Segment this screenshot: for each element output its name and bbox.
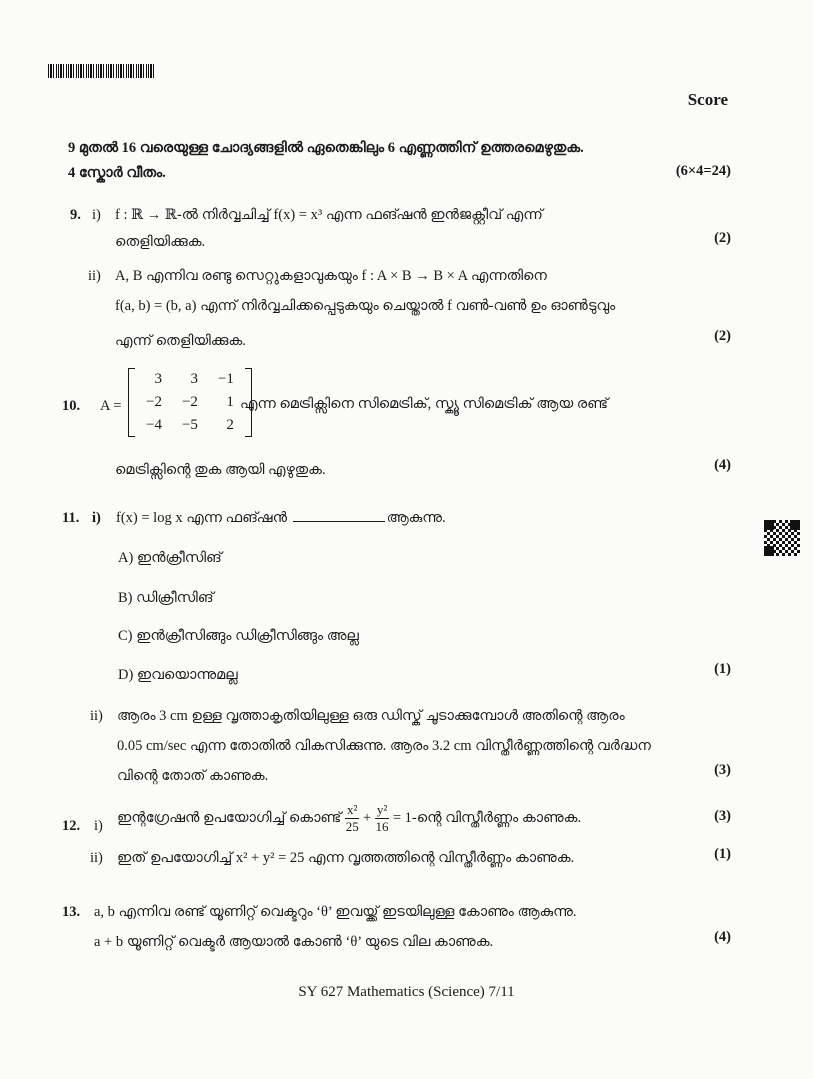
matrix-cell: 3 [190,371,198,387]
question-11-i-text-a: f(x) = log x എന്ന ഫങ്ഷൻ [116,510,287,526]
barcode [48,64,156,78]
question-10-line-2: മെട്രിക്സിന്റെ തുക ആയി എഴുതുക. [115,462,326,478]
question-11-i-label: i) [92,510,101,526]
matrix-cell: −1 [217,371,234,387]
question-13-number: 13. [62,904,81,920]
option-a: A) ഇൻക്രീസിങ് [118,550,222,566]
question-9-ii-label: ii) [88,268,101,284]
question-9-ii-marks: (2) [714,328,731,344]
matrix-row [136,391,244,414]
question-9-i-line-2: തെളിയിക്കുക. [115,234,206,250]
question-11-number: 11. [62,510,80,526]
fraction-denominator: 25 [345,819,359,834]
matrix-cell: 3 [154,371,162,387]
question-9-number: 9. [70,207,81,223]
question-9-ii-line-2: f(a, b) = (b, a) എന്ന് നിർവ്വചിക്കപ്പെടുകയും ചെയ്താൽ f വൺ-വൺ ഉം ഓൺടുവും [115,298,616,314]
answer-blank [293,521,385,522]
matrix-a [128,368,252,437]
question-12-ii-label: ii) [90,850,103,866]
matrix-cell: −5 [181,417,198,433]
matrix-row [136,368,244,391]
option-b: B) ഡിക്രീസിങ് [118,590,214,606]
question-13-line-2: a + b യൂണിറ്റ് വെക്ടർ ആയാൽ കോൺ ‘θ’ യുടെ വില കാണുക. [94,934,494,950]
question-11-i-text-b: ആകുന്നു. [386,510,446,526]
matrix-row [136,414,244,437]
question-12-ii-marks: (1) [714,846,731,862]
question-12-ii-text: ഇത് ഉപയോഗിച്ച് x² + y² = 25 എന്ന വൃത്തത്തിന്റെ വിസ്തീർണ്ണം കാണുക. [117,850,575,866]
fraction-numerator: y² [376,802,388,817]
option-d: D) ഇവയൊന്നുമല്ല [118,667,238,683]
question-9-i-line-1: f : ℝ → ℝ-ൽ നിർവ്വചിച്ച് f(x) = x³ എന്ന ഫങ്ഷൻ ഇൻജക്റ്റീവ് എന്ന് [115,207,543,223]
question-9-ii-line-1: A, B എന്നിവ രണ്ടു സെറ്റുകളാവുകയും f : A × B → B × A എന്നതിനെ [115,268,547,284]
matrix-cell: 1 [226,394,234,410]
score-label: Score [687,90,728,109]
question-12-i-text-a: ഇന്റഗ്രേഷൻ ഉപയോഗിച്ച് കൊണ്ട് [117,809,342,826]
matrix-cell: 2 [226,417,234,433]
question-11-ii-marks: (3) [714,762,731,778]
question-11-ii-line-2: 0.05 cm/sec എന്ന തോതിൽ വികസിക്കുന്നു. ആരം 3.2 cm വിസ്തീർണ്ണത്തിന്റെ വർദ്ധന [117,738,651,754]
question-12-i-marks: (3) [714,808,731,824]
fraction-x-squared [345,802,359,835]
page-footer: SY 627 Mathematics (Science) 7/11 [298,984,515,1000]
qr-code [764,520,800,556]
matrix-cell: −4 [146,417,162,433]
question-13-line-1: a, b എന്നിവ രണ്ട് യൂണിറ്റ് വെക്ടറും ‘θ’ ഇവയ്ക്ക് ഇടയിലുള്ള കോണും ആകുന്നു. [94,904,577,920]
matrix-cell: −2 [146,394,162,410]
instruction-total-marks: (6×4=24) [675,163,731,179]
fraction-denominator: 16 [375,819,389,834]
plus-sign: + [363,809,372,826]
question-11-i-text [116,510,446,527]
question-9-ii-line-3: എന്ന് തെളിയിക്കുക. [115,333,246,349]
question-10-line-1: എന്ന മെട്രിക്സിനെ സിമെട്രിക്, സ്ക്യൂ സിമെട്രിക് ആയ രണ്ട് [240,396,609,412]
question-10-lhs: A = [100,398,122,414]
question-13-marks: (4) [714,929,731,945]
question-11-ii-line-3: വിന്റെ തോത് കാണുക. [117,768,269,784]
question-12-number: 12. [62,818,81,834]
question-12-i-label: i) [94,818,103,834]
question-10-number: 10. [62,398,81,414]
question-9-i-marks: (2) [714,230,731,246]
matrix-cell: −2 [181,394,198,410]
fraction-y-squared [375,802,389,835]
option-c: C) ഇൻക്രീസിങ്ങും ഡിക്രീസിങ്ങും അല്ല [118,628,359,644]
question-10-marks: (4) [714,457,731,473]
question-9-i-label: i) [92,207,101,223]
instruction-line-1: 9 മുതൽ 16 വരെയുള്ള ചോദ്യങ്ങളിൽ ഏതെങ്കിലും 6 എണ്ണത്തിന് ഉത്തരമെഴുതുക. [68,140,584,156]
question-11-ii-line-1: ആരം 3 cm ഉള്ള വൃത്താകൃതിയിലുള്ള ഒരു ഡിസ്ക് ചൂടാക്കുമ്പോൾ അതിന്റെ ആരം [117,708,625,724]
question-11-ii-label: ii) [90,708,103,724]
question-12-i-text-b: = 1-ന്റെ വിസ്തീർണ്ണം കാണുക. [392,809,582,826]
instruction-line-2: 4 സ്കോർ വീതം. [68,165,166,181]
question-11-i-marks: (1) [714,661,731,677]
question-12-i-text [117,802,581,835]
fraction-numerator: x² [346,802,358,817]
